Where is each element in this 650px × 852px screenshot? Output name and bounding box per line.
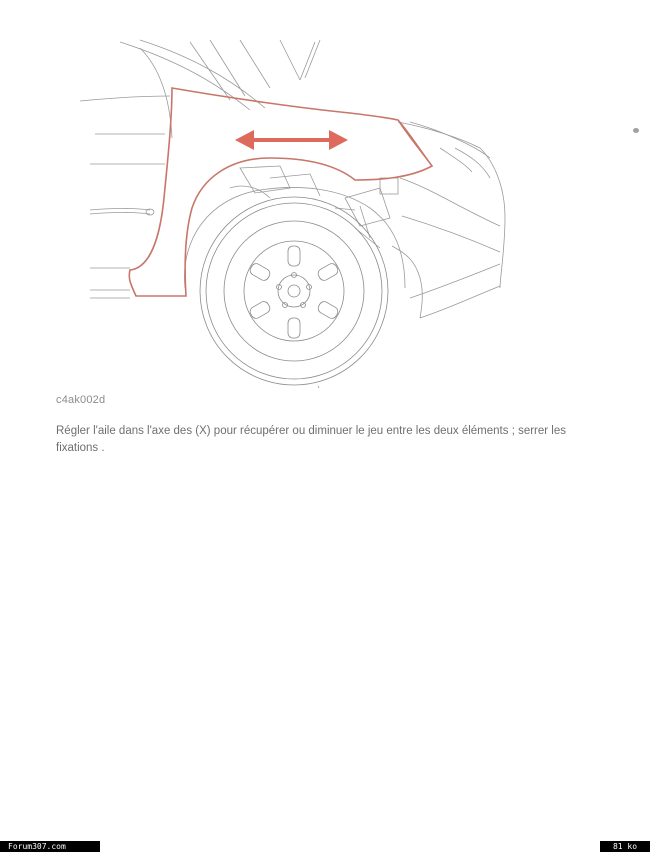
car-fender-illustration <box>80 38 520 388</box>
door-lines <box>80 48 172 298</box>
footer-file-size: 81 ko <box>600 841 650 852</box>
front-bumper-lines <box>392 122 505 318</box>
x-axis-double-arrow <box>235 130 348 150</box>
fender-outline <box>129 88 432 296</box>
footer-site-label: Forum307.com <box>0 841 100 852</box>
tick-mark <box>318 386 320 388</box>
scan-speck <box>633 128 639 133</box>
engine-bay-details <box>230 166 398 248</box>
instruction-text: Régler l'aile dans l'axe des (X) pour récupérer ou diminuer le jeu entre les deux éléments ; serrer les fixations . <box>56 425 567 454</box>
windshield-lines <box>120 40 320 110</box>
figure-caption-code: c4ak002d <box>56 394 106 406</box>
